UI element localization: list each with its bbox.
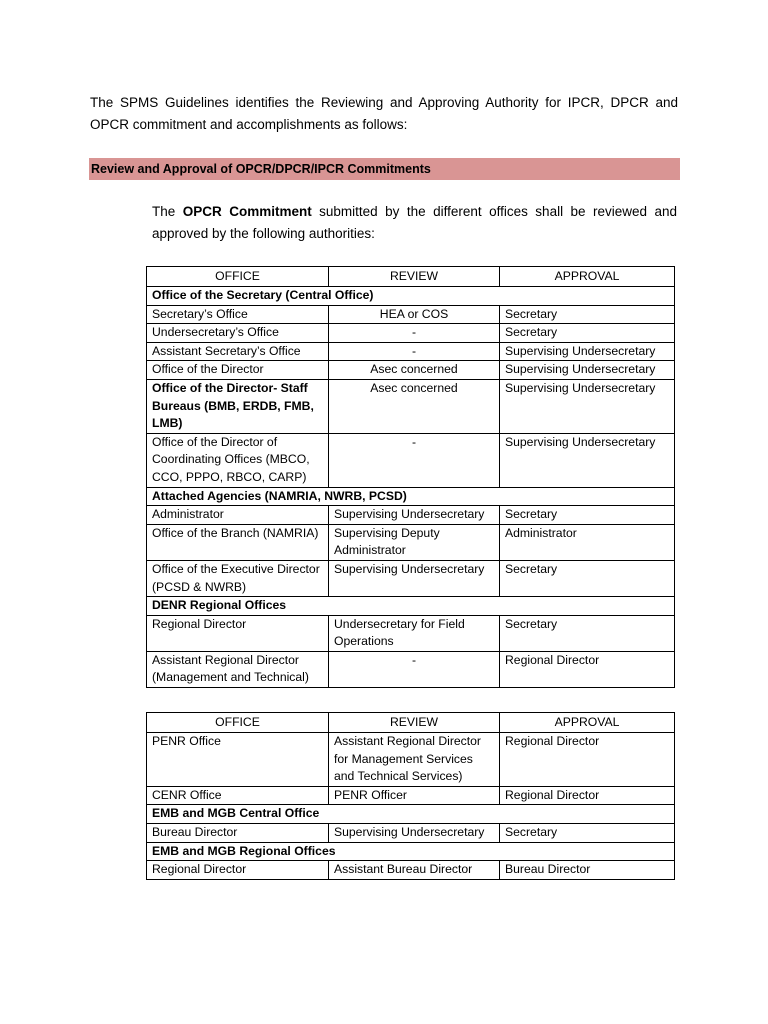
- office-cell: Office of the Director: [147, 361, 329, 380]
- approval-cell: Supervising Undersecretary: [500, 342, 675, 361]
- table-row: [147, 651, 675, 687]
- review-cell: Asec concerned: [329, 379, 500, 433]
- table-row: [147, 433, 675, 487]
- office-cell: Administrator: [147, 506, 329, 525]
- office-cell: Regional Director: [147, 861, 329, 880]
- table-row: [147, 733, 675, 787]
- opcr-authority-table: [146, 266, 675, 688]
- field-office-authority-table: [146, 712, 675, 880]
- lead-emphasis: OPCR Commitment: [182, 204, 312, 219]
- group-label: Attached Agencies (NAMRIA, NWRB, PCSD): [147, 487, 675, 506]
- review-cell: PENR Officer: [329, 786, 500, 805]
- review-cell: -: [329, 342, 500, 361]
- header-office: OFFICE: [147, 267, 329, 287]
- table-header-row: [147, 267, 675, 287]
- table-row: [147, 305, 675, 324]
- table-row: [147, 324, 675, 343]
- lead-paragraph: [152, 201, 677, 245]
- office-cell: Office of the Executive Director (PCSD & NWRB): [147, 560, 329, 596]
- group-header-row: [147, 842, 675, 861]
- table-row: [147, 342, 675, 361]
- approval-cell: Secretary: [500, 615, 675, 651]
- table-row: [147, 560, 675, 596]
- group-label: DENR Regional Offices: [147, 597, 675, 616]
- review-cell: -: [329, 433, 500, 487]
- table-row: [147, 786, 675, 805]
- approval-cell: Supervising Undersecretary: [500, 433, 675, 487]
- office-cell: Office of the Director of Coordinating Offices (MBCO, CCO, PPPO, RBCO, CARP): [147, 433, 329, 487]
- header-office: OFFICE: [147, 713, 329, 733]
- group-label: EMB and MGB Regional Offices: [147, 842, 675, 861]
- group-header-row: [147, 287, 675, 306]
- office-cell: Bureau Director: [147, 823, 329, 842]
- approval-cell: Supervising Undersecretary: [500, 361, 675, 380]
- group-header-row: [147, 487, 675, 506]
- group-label: EMB and MGB Central Office: [147, 805, 675, 824]
- table-header-row: [147, 713, 675, 733]
- review-cell: Supervising Undersecretary: [329, 823, 500, 842]
- group-header-row: [147, 597, 675, 616]
- review-cell: -: [329, 651, 500, 687]
- approval-cell: Secretary: [500, 305, 675, 324]
- lead-text-after: submitted by the different offices shall be reviewed and approved by the following authorities:: [152, 204, 678, 241]
- office-cell: CENR Office: [147, 786, 329, 805]
- office-cell: Office of the Branch (NAMRIA): [147, 524, 329, 560]
- group-header-row: [147, 805, 675, 824]
- approval-cell: Secretary: [500, 506, 675, 525]
- table-row: [147, 379, 675, 433]
- review-cell: Asec concerned: [329, 361, 500, 380]
- table-row: [147, 615, 675, 651]
- approval-cell: Regional Director: [500, 651, 675, 687]
- approval-cell: Administrator: [500, 524, 675, 560]
- table-row: [147, 361, 675, 380]
- approval-cell: Secretary: [500, 823, 675, 842]
- intro-paragraph: The SPMS Guidelines identifies the Reviewing and Approving Authority for IPCR, DPCR and OPCR commitment and accomplishments as follows:: [90, 95, 678, 132]
- table-row: [147, 823, 675, 842]
- review-cell: Assistant Regional Director for Management Services and Technical Services): [329, 733, 500, 787]
- header-review: REVIEW: [329, 713, 500, 733]
- section-heading: Review and Approval of OPCR/DPCR/IPCR Commitments: [89, 158, 680, 180]
- review-cell: Supervising Deputy Administrator: [329, 524, 500, 560]
- approval-cell: Secretary: [500, 324, 675, 343]
- review-cell: Supervising Undersecretary: [329, 560, 500, 596]
- review-cell: -: [329, 324, 500, 343]
- office-cell: Assistant Regional Director (Management and Technical): [147, 651, 329, 687]
- office-cell: Office of the Director- Staff Bureaus (BMB, ERDB, FMB, LMB): [147, 379, 329, 433]
- review-cell: Undersecretary for Field Operations: [329, 615, 500, 651]
- table-row: [147, 524, 675, 560]
- review-cell: HEA or COS: [329, 305, 500, 324]
- header-review: REVIEW: [329, 267, 500, 287]
- office-cell: Regional Director: [147, 615, 329, 651]
- office-cell: Undersecretary’s Office: [147, 324, 329, 343]
- approval-cell: Regional Director: [500, 733, 675, 787]
- office-cell: Secretary’s Office: [147, 305, 329, 324]
- office-cell: Assistant Secretary’s Office: [147, 342, 329, 361]
- approval-cell: Supervising Undersecretary: [500, 379, 675, 433]
- office-cell: PENR Office: [147, 733, 329, 787]
- table-row: [147, 506, 675, 525]
- approval-cell: Bureau Director: [500, 861, 675, 880]
- lead-text-before: The: [152, 204, 183, 219]
- table-row: [147, 861, 675, 880]
- approval-cell: Secretary: [500, 560, 675, 596]
- header-approval: APPROVAL: [500, 713, 675, 733]
- group-label: Office of the Secretary (Central Office): [147, 287, 675, 306]
- header-approval: APPROVAL: [500, 267, 675, 287]
- review-cell: Supervising Undersecretary: [329, 506, 500, 525]
- review-cell: Assistant Bureau Director: [329, 861, 500, 880]
- approval-cell: Regional Director: [500, 786, 675, 805]
